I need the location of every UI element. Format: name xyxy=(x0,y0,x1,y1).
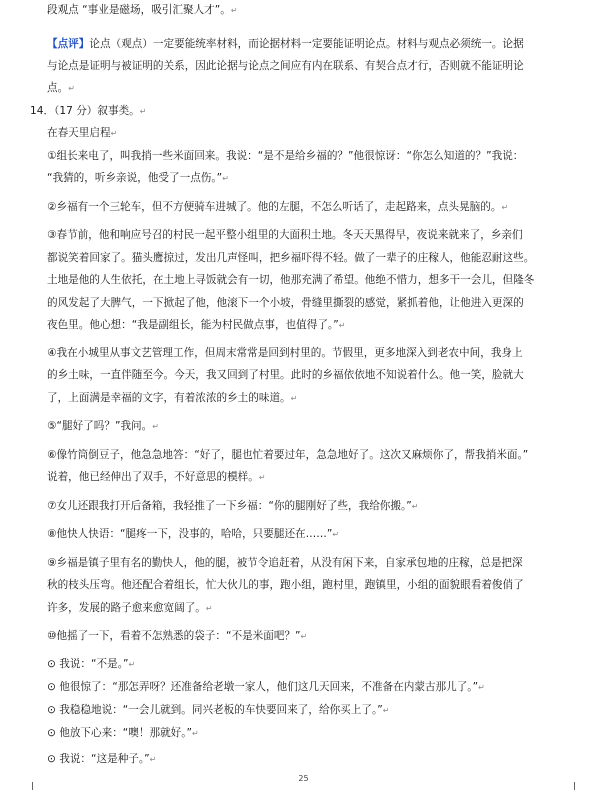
paragraph-mark: ↵ xyxy=(110,129,118,138)
line-text: 在春天里启程 xyxy=(47,127,111,139)
text-line xyxy=(47,368,577,382)
line-text: ⑦女儿还跟我打开后备箱，我轻推了一下乡福：“你的腿刚好了些，我给你搬。” xyxy=(47,500,412,512)
line-text: 14．（17 分）叙事类。 xyxy=(30,105,140,117)
crop-mark-right xyxy=(566,782,575,790)
text-line xyxy=(47,37,577,51)
line-text: ⊙ 他很惊了：“那怎弄呀？还准备给老墩一家人，他们这几天回来，不准备在内蒙古那儿了。” xyxy=(47,681,479,693)
text-line xyxy=(47,273,577,287)
line-text: 的乡土味，一直伴随至今。今天，我又回到了村里。此时的乡福依依地不知说着什么。他一笑，脸就大 xyxy=(47,369,524,381)
line-text: 了，上面满是幸福的文字，有着浓浓的乡土的味道。 xyxy=(47,392,291,404)
paragraph-mark: ↵ xyxy=(332,530,340,539)
text-line xyxy=(47,527,577,542)
line-text: 土地是他的人生依托，在土地上寻饭就会有一切，他那充满了希望。他绝不惜力，想多干一会儿，但隆冬 xyxy=(47,274,535,286)
paragraph-mark: ↵ xyxy=(230,6,238,15)
text-line xyxy=(47,318,577,333)
text-line xyxy=(47,726,577,741)
paragraph-mark: ↵ xyxy=(192,729,199,738)
text-line xyxy=(47,657,577,672)
line-text: 都说笑着回家了。猫头鹰掠过，发出几声怪叫，把乡福吓得不轻。做了一辈子的庄稼人，他能忍耐这些。 xyxy=(47,252,535,264)
text-line xyxy=(47,470,577,485)
paragraph-mark: ↵ xyxy=(149,755,157,764)
text-line xyxy=(47,81,577,96)
line-text: “我猜的，听乡亲说，他受了一点伤。” xyxy=(47,172,223,184)
text-line xyxy=(47,3,577,18)
text-line xyxy=(47,752,577,767)
line-text: ⑥像竹筒倒豆子，他急急地答：“好了，腿也忙着要过年，急急地好了。这次又麻烦你了，帮我捎米面。” xyxy=(47,449,529,461)
paragraph-mark: ↵ xyxy=(139,107,147,116)
line-text: ⊙ 我说：“这是种子。” xyxy=(47,753,150,765)
text-line xyxy=(47,228,577,242)
line-text: ⊙ 他放下心来：“噢！那就好。” xyxy=(47,727,193,739)
line-text: 点。 xyxy=(47,82,69,94)
text-line xyxy=(47,126,577,141)
paragraph-mark: ↵ xyxy=(152,422,159,431)
text-line xyxy=(47,680,577,695)
text-line xyxy=(47,601,577,616)
text-line xyxy=(47,59,577,73)
line-text: 与论点是证明与被证明的关系，因此论据与论点之间应有内在联系、有契合点才行，否则就不能证明论 xyxy=(47,60,524,72)
paragraph-mark: ↵ xyxy=(222,174,229,183)
paragraph-mark: ↵ xyxy=(68,84,75,93)
paragraph-mark: ↵ xyxy=(205,604,213,613)
line-text: ①组长来电了，叫我捎一些米面回来。我说：“是不是给乡福的？”他很惊讶：“你怎么知道的？”我说： xyxy=(47,150,524,162)
line-text: 夜色里。他心想：“我是副组长，能为村民做点事，也值得了。” xyxy=(47,319,339,331)
text-line xyxy=(47,556,577,570)
line-text: ②乡福有一个三轮车，但不方便骑车进城了。他的左腿，不怎么听话了，走起路来，点头晃脑的。 xyxy=(47,201,502,213)
comment-tag: 【点评】 xyxy=(47,38,90,50)
text-line xyxy=(47,200,577,215)
text-line xyxy=(47,251,577,265)
line-text: ⑧他快人快语：“腿疼一下，没事的，哈哈，只要腿还在……” xyxy=(47,528,333,540)
paragraph-mark: ↵ xyxy=(290,394,298,403)
line-text: ⊙ 我说：“不是。” xyxy=(47,658,129,670)
paragraph-mark: ↵ xyxy=(300,632,308,641)
line-text: ⊙ 我稳稳地说：“一会儿就到。同兴老板的车快要回来了，给你买上了。” xyxy=(47,704,383,716)
text-line xyxy=(47,448,577,462)
line-text: 的风发起了大脾气，一下掀起了他，他滚下一个小坡，骨缝里撕裂的感觉，紧抓着他，让他进入更深的 xyxy=(47,297,524,309)
text-line xyxy=(47,703,577,718)
line-text: 论点（观点）一定要能统率材料，而论据材料一定要能证明论点。材料与观点必须统一。论据 xyxy=(89,38,524,50)
paragraph-mark: ↵ xyxy=(411,502,419,511)
text-line xyxy=(47,629,577,644)
line-text: 秋的枝头压弯。他还配合着组长，忙大伙儿的事，跑小组，跑村里，跑镇里，小组的面貌眼看着俊俏了 xyxy=(47,579,524,591)
line-text: 说着，他已经伸出了双手，不好意思的模样。 xyxy=(47,471,259,483)
text-line xyxy=(47,391,577,406)
line-text: ③春节前，他和响应号召的村民一起平整小组里的大面积土地。冬天天黑得早，夜说来就来了，乡亲们 xyxy=(47,229,523,241)
line-text: ⑨乡福是镇子里有名的勤快人，他的腿，被节令追赶着，从没有闲下来，自家承包地的庄稼，总是把深 xyxy=(47,557,523,569)
text-line xyxy=(47,149,577,163)
text-line xyxy=(47,419,577,434)
paragraph-mark: ↵ xyxy=(128,660,136,669)
page-number: 25 xyxy=(298,774,309,783)
crop-mark-left xyxy=(32,782,41,790)
text-line xyxy=(47,499,577,514)
paragraph-mark: ↵ xyxy=(338,321,346,330)
line-text: 许多，发展的路子愈来愈宽阔了。 xyxy=(47,602,206,614)
line-text: 段观点 “事业是磁场，吸引汇聚人才”。 xyxy=(47,4,231,16)
text-line xyxy=(47,171,577,186)
paragraph-mark: ↵ xyxy=(382,706,390,715)
text-line xyxy=(47,578,577,592)
line-text: ⑩他摇了一下，看着不怎熟悉的袋子：“不是米面吧？” xyxy=(47,630,301,642)
line-text: ⑤“腿好了吗？”我问。 xyxy=(47,420,153,432)
text-line xyxy=(30,104,577,119)
paragraph-mark: ↵ xyxy=(501,203,509,212)
paragraph-mark: ↵ xyxy=(258,473,266,482)
text-line xyxy=(47,296,577,310)
line-text: ④我在小城里从事文艺管理工作，但周末常常是回到村里的。节假里，更多地深入到老农中间，我身上 xyxy=(47,347,523,359)
text-line xyxy=(47,346,577,360)
paragraph-mark: ↵ xyxy=(478,683,485,692)
